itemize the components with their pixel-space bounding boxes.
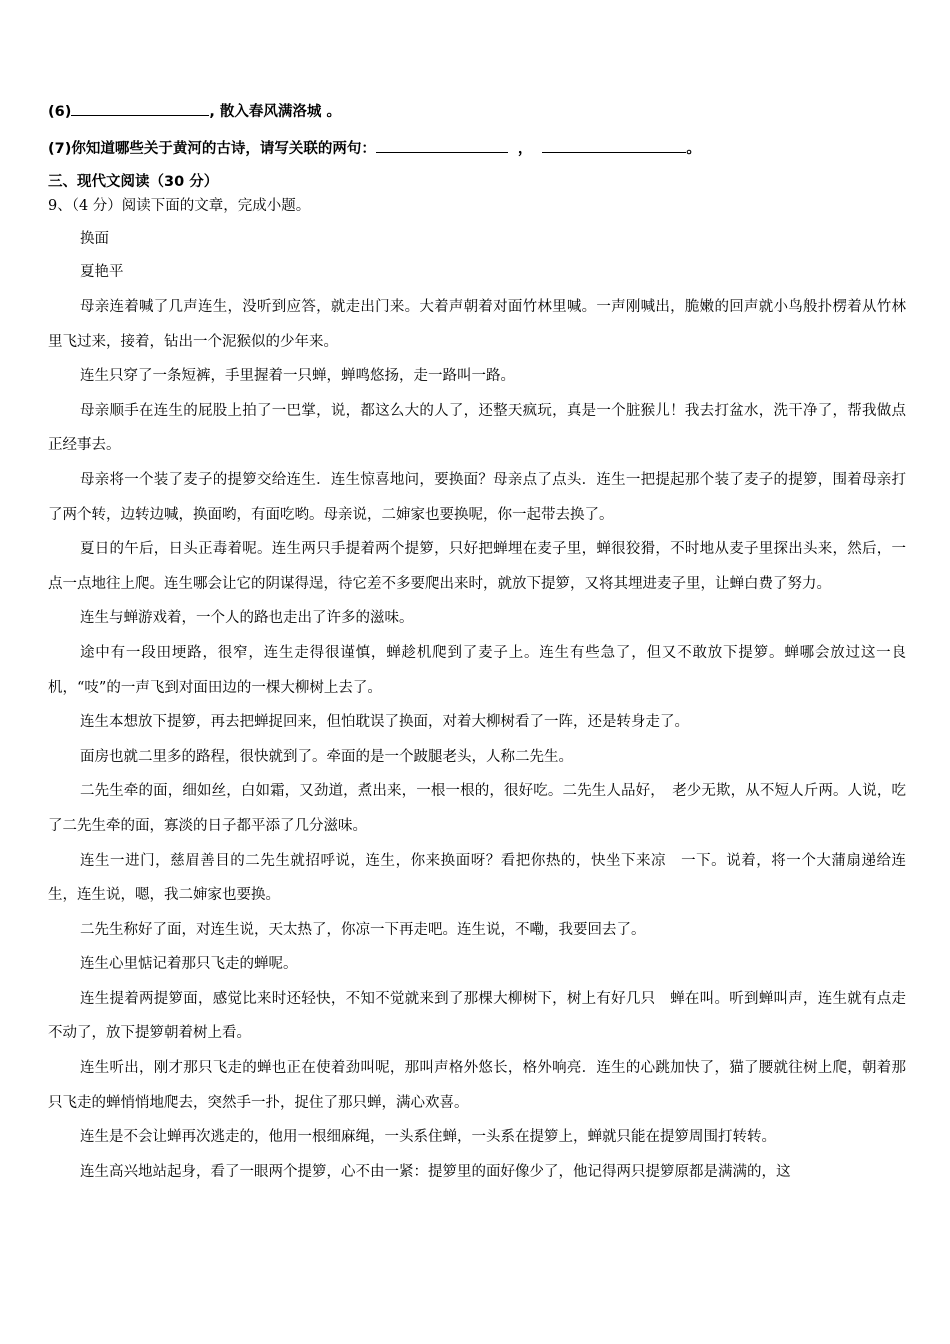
- question-text: 你知道哪些关于黄河的古诗，请写关联的两句：: [71, 141, 376, 157]
- paragraph: 连生一进门，慈眉善目的二先生就招呼说，连生，你来换面呀？看把你热的，快坐下来凉 一下。说着，将一个大蒲扇递给连生，连生说，嗯，我二婶家也要换。: [48, 852, 906, 904]
- paragraph: 连生只穿了一条短裤，手里握着一只蝉，蝉鸣悠扬，走一路叫一路。: [80, 368, 515, 385]
- paragraph: 夏日的午后，日头正毒着呢。连生两只手提着两个提箩，只好把蝉埋在麦子里，蝉很狡猾，不时地从麦子里探出头来，然后，一点一点地往上爬。连生哪会让它的阴谋得逞，待它差不多要爬出来时，就放下提箩，又将其埋进麦子里，让蝉白费了努力。: [48, 541, 906, 592]
- separator: ，: [517, 141, 533, 157]
- paragraph: 面房也就二里多的路程，很快就到了。牵面的是一个跛腿老头，人称二先生。: [80, 748, 573, 765]
- paragraph: 途中有一段田埂路，很窄，连生走得很谨慎，蝉趁机爬到了麦子上。连生有些急了，但又不敢放下提箩。蝉哪会放过这一良机，“吱”的一声飞到对面田边的一棵大柳树上去了。: [48, 644, 906, 696]
- paragraph: 连生与蝉游戏着，一个人的路也走出了许多的滋味。: [80, 610, 414, 627]
- article-body: [48, 290, 906, 1189]
- paragraph: 母亲连着喊了几声连生，没听到应答，就走出门来。大着声朝着对面竹林里喊。一声刚喊出，脆嫩的回声就小鸟般扑楞着从竹林里飞过来，接着，钻出一个泥猴似的少年来。: [48, 299, 906, 350]
- fill-item-7: [48, 138, 701, 159]
- item-number: (7): [48, 141, 72, 157]
- paragraph: 连生是不会让蝉再次逃走的，他用一根细麻绳，一头系住蝉，一头系在提箩上，蝉就只能在提箩周围打转转。: [80, 1129, 776, 1146]
- paragraph: 二先生称好了面，对连生说，天太热了，你凉一下再走吧。连生说，不嘞，我要回去了。: [80, 921, 646, 938]
- end-mark: 。: [686, 141, 701, 157]
- paragraph: 连生提着两提箩面，感觉比来时还轻快，不知不觉就来到了那棵大柳树下，树上有好几只 蝉在叫。听到蝉叫声，连生就有点走不动了，放下提箩朝着树上看。: [48, 990, 906, 1042]
- answer-blank[interactable]: [71, 101, 209, 116]
- paragraph: 连生听出，刚才那只飞走的蝉也正在使着劲叫呢，那叫声格外悠长，格外响亮．连生的心跳加快了，猫了腰就往树上爬，朝着那只飞走的蝉悄悄地爬去，突然手一扑，捉住了那只蝉，满心欢喜。: [48, 1060, 906, 1111]
- article-title: 换面: [80, 231, 109, 247]
- paragraph: 连生心里惦记着那只飞走的蝉呢。: [80, 956, 298, 973]
- fill-item-6: [48, 101, 341, 122]
- section-title: 三、现代文阅读（30 分）: [48, 174, 219, 190]
- answer-blank-2[interactable]: [542, 138, 686, 153]
- paragraph: 连生本想放下提箩，再去把蝉捉回来，但怕耽误了换面，对着大柳树看了一阵，还是转身走了。: [80, 714, 689, 731]
- answer-blank-1[interactable]: [376, 138, 508, 153]
- paragraph: 母亲顺手在连生的屁股上拍了一巴掌，说，都这么大的人了，还整天疯玩，真是一个脏猴儿！我去打盆水，洗干净了，帮我做点正经事去。: [48, 402, 906, 454]
- item-number: (6): [48, 104, 72, 120]
- poem-line: , 散入春风满洛城 。: [209, 104, 341, 120]
- question-label: 9、（4 分）阅读下面的文章，完成小题。: [48, 198, 311, 214]
- paragraph: 二先生牵的面，细如丝，白如霜，又劲道，煮出来，一根一根的，很好吃。二先生人品好， 老少无欺，从不短人斤两。人说，吃了二先生牵的面，寡淡的日子都平添了几分滋味。: [48, 783, 906, 834]
- article-author: 夏艳平: [80, 264, 124, 280]
- paragraph: 母亲将一个装了麦子的提箩交给连生．连生惊喜地问，要换面？母亲点了点头．连生一把提起那个装了麦子的提箩，围着母亲打了两个转，边转边喊，换面哟，有面吃哟。母亲说，二婶家也要换呢，你一起带去换了。: [48, 471, 906, 523]
- paragraph: 连生高兴地站起身，看了一眼两个提箩，心不由一紧：提箩里的面好像少了，他记得两只提箩原都是满满的，这: [80, 1163, 791, 1180]
